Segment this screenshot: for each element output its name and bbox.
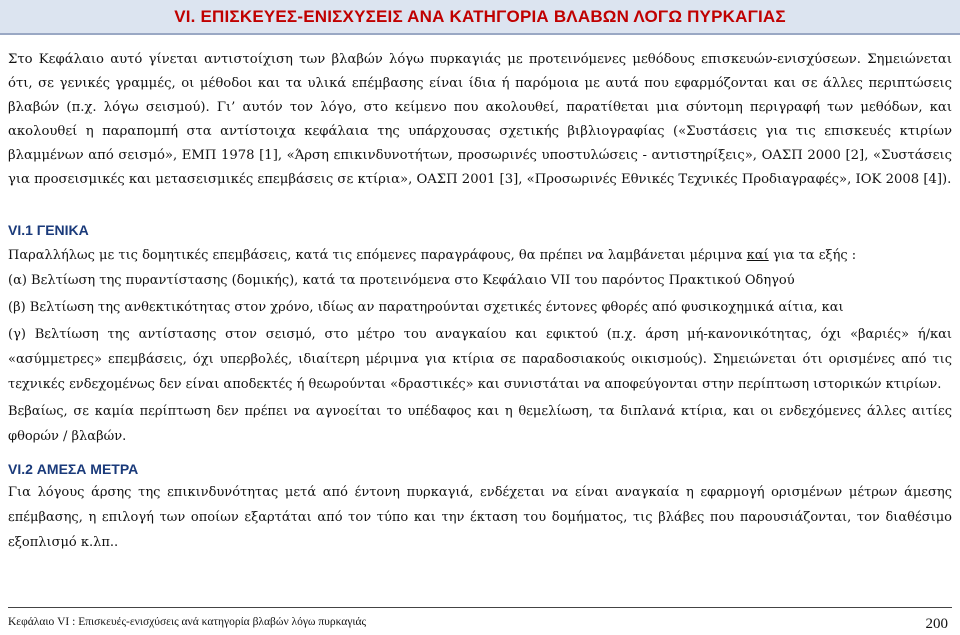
intro-paragraph: Στο Κεφάλαιο αυτό γίνεται αντιστοίχιση των βλαβών λόγω πυρκαγιάς με προτεινόμενες μεθόδους επισκευών-ενισχύσεων. Σημειώνεται ότι, σε γενικές γραμμές, οι μέθοδοι και τα υλικά επέμβασης είναι ίδια ή παρόμοια με αυτά που εφαρμόζονται και σε άλλες περιπτώσεις βλαβών (π.χ. λόγω σεισμού). Γι’ αυτόν τον λόγο, στο κείμενο που ακολουθεί, παρατίθεται μια σύντομη περιγραφή των μεθόδων, και ακολουθεί η παραπομπή στα αντίστοιχα κεφάλαια της υπάρχουσας σχετικής βιβλιογραφίας («Συστάσεις για τις επισκευές κτιρίων βλαμμένων από σεισμό», ΕΜΠ 1978 [1], «Άρση επικινδυνοτήτων, προσωρινές υποστυλώσεις - αντιστηρίξεις», ΟΑΣΠ 2000 [2], «Συστάσεις για προσεισμικές και μετασεισμικές επεμβάσεις σε κτίρια», ΟΑΣΠ 2001 [3], «Προσωρινές Εθνικές Τεχνικές Προδιαγραφές», ΙΟΚ 2008 [4]). [8, 52, 952, 187]
section-1-heading: VI.1 ΓΕΝΙΚΑ [8, 222, 89, 238]
list-item-c: (γ) Βελτίωση της αντίστασης στον σεισμό, στο μέτρο του αναγκαίου και εφικτού (π.χ. άρση μή-κανονικότητας, όχι «βαριές» ή/και «ασύμμετρες» επεμβάσεις, όχι υπερβολές, ιδιαίτερη μέριμνα για κτίρια σε παραδοσιακούς οικισμούς). Σημειώνεται ότι ορισμένες από τις τεχνικές ενδεχομένως δεν είναι αποδεκτές ή θεωρούνται «δραστικές» και συνιστάται να αποφεύγονται στην περίπτωση ιστορικών κτιρίων. [8, 327, 952, 392]
footer-divider [8, 607, 952, 608]
footer-chapter-text: Κεφάλαιο VI : Επισκευές-ενισχύσεις ανά κατηγορία βλαβών λόγω πυρκαγιάς [8, 616, 367, 628]
section-2-paragraph: Για λόγους άρσης της επικινδυνότητας μετά από έντονη πυρκαγιά, ενδέχεται να είναι αναγκαία η εφαρμογή ορισμένων μέτρων άμεσης επέμβασης, η επιλογή των οποίων εξαρτάται από τον τύπο και την έκταση του δομήματος, τις βλάβες που παρουσιάζονται, τον διαθέσιμο εξοπλισμό κ.λπ.. [8, 485, 952, 550]
list-item-b: (β) Βελτίωση της ανθεκτικότητας στον χρόνο, ιδίως αν παρατηρούνται σχετικές έντονες φθορές από φυσικοχημικά αίτια, και [8, 300, 844, 315]
paragraph-text: για τα εξής : [768, 248, 857, 263]
paragraph-text: Παραλλήλως με τις δομητικές επεμβάσεις, κατά τις επόμενες παραγράφους, θα πρέπει να λαμβάνεται μέριμνα [8, 248, 747, 263]
closing-paragraph: Βεβαίως, σε καμία περίπτωση δεν πρέπει να αγνοείται το υπέδαφος και η θεμελίωση, τα διπλανά κτίρια, και οι ενδεχόμενες άλλες αιτίες φθορών / βλαβών. [8, 404, 952, 444]
page-number: 200 [925, 616, 948, 632]
list-item-a: (α) Βελτίωση της πυραντίστασης (δομικής), κατά τα προτεινόμενα στο Κεφάλαιο VII του παρόντος Πρακτικού Οδηγού [8, 273, 795, 288]
section-1-paragraph [8, 243, 952, 268]
section-2-heading: VI.2 ΑΜΕΣΑ ΜΕΤΡΑ [8, 461, 139, 477]
underlined-word: καί [746, 248, 769, 263]
document-body [8, 48, 952, 555]
chapter-title: VI. ΕΠΙΣΚΕΥΕΣ-ΕΝΙΣΧΥΣΕΙΣ ΑΝΑ ΚΑΤΗΓΟΡΙΑ ΒΛΑΒΩΝ ΛΟΓΩ ΠΥΡΚΑΓΙΑΣ [174, 7, 786, 26]
page-header [0, 0, 960, 35]
